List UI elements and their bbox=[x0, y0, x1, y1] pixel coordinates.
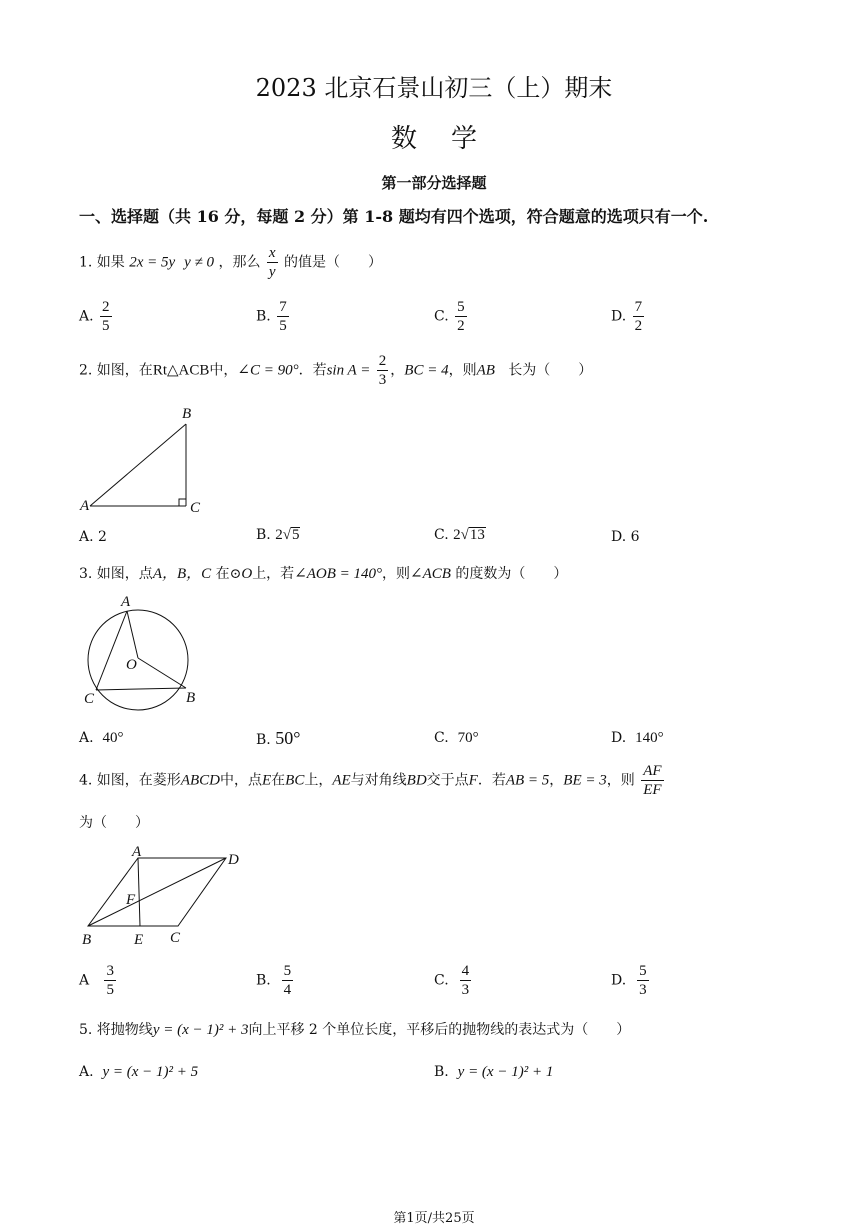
q3-option-d[interactable]: D. 140° bbox=[611, 730, 664, 746]
q1-fraction: $\frac{x}{y}$ bbox=[268, 245, 276, 280]
page-footer: 第1页/共25页 bbox=[393, 1211, 475, 1226]
q1-option-b[interactable]: B. $\frac{7}{5}$ bbox=[256, 299, 287, 334]
q2-side-ab bbox=[90, 424, 186, 506]
q3-segment-ca bbox=[96, 611, 127, 690]
q2-option-d[interactable]: D. 6 bbox=[611, 529, 640, 545]
q2-triangle: Rt△ACB bbox=[152, 362, 210, 379]
q5-expression: y = (x − 1)² + 3 bbox=[152, 1022, 249, 1038]
q2-label-c: C bbox=[190, 500, 201, 516]
q3-option-a[interactable]: A. 40° bbox=[79, 730, 124, 746]
q3-segment-oa bbox=[127, 611, 138, 658]
q4-option-d[interactable]: D. $\frac{5}{3}$ bbox=[611, 963, 647, 998]
q4-line2: 为（ ） bbox=[79, 815, 149, 831]
q4-label-e: E bbox=[134, 932, 144, 948]
question-3: 3. 如图，点A，B，C 在⊙O上，若∠AOB = 140°，则∠ACB 的度数为（ ） bbox=[79, 566, 568, 582]
q1-comma: ，那么 bbox=[218, 254, 261, 271]
q3-segment-cb bbox=[96, 688, 186, 690]
question-5: 5. 将抛物线y = (x − 1)² + 3向上平移 2 个单位长度，平移后的抛物线的表达式为（ ） bbox=[79, 1022, 631, 1038]
question-4: 4. 如图，在菱形ABCD中，点E在BC上，AE与对角线BD交于点F．若AB = 5，BE = 3，则 $\frac{AF}{EF}$ bbox=[79, 763, 662, 798]
q1-number: 1. 如果 bbox=[79, 254, 125, 271]
q4-option-c[interactable]: C. $\frac{4}{3}$ bbox=[434, 963, 470, 998]
q3-label-b: B bbox=[186, 690, 196, 706]
q2-option-b[interactable]: B. 2√5 bbox=[256, 527, 300, 543]
q2-triangle-figure bbox=[78, 402, 208, 520]
subject-heading: 数学 bbox=[390, 124, 511, 154]
q3-label-a: A bbox=[121, 594, 131, 610]
q2-label-a: A bbox=[80, 498, 90, 514]
q1-option-d[interactable]: D. $\frac{7}{2}$ bbox=[611, 299, 643, 334]
q4-diagonal-bd bbox=[88, 858, 226, 926]
q4-rhombus-figure bbox=[78, 842, 258, 952]
q3-circle-figure bbox=[78, 590, 208, 718]
question-1 bbox=[79, 244, 382, 281]
q4-label-c: C bbox=[170, 930, 181, 946]
q1-tail: 的值是（ ） bbox=[284, 254, 383, 271]
q3-circle bbox=[88, 610, 188, 710]
q4-label-a: A bbox=[132, 844, 142, 860]
q3-option-b[interactable]: B. 50° bbox=[256, 728, 301, 748]
part-heading: 第一部分选择题 bbox=[381, 174, 487, 192]
q4-option-b[interactable]: B. $\frac{5}{4}$ bbox=[256, 963, 292, 998]
q2-right-angle-mark bbox=[179, 499, 186, 506]
q3-label-o: O bbox=[126, 657, 137, 673]
q3-option-c[interactable]: C. 70° bbox=[434, 730, 479, 746]
q4-label-b: B bbox=[82, 932, 92, 948]
q1-option-a[interactable]: A. $\frac{2}{5}$ bbox=[79, 299, 110, 334]
q4-label-f: F bbox=[126, 892, 136, 908]
q4-label-d: D bbox=[228, 852, 239, 868]
q3-label-c: C bbox=[84, 691, 95, 707]
section-heading: 一、选择题（共 16 分，每题 2 分）第 1-8 题均有四个选项，符合题意的选项只有一个. bbox=[79, 207, 709, 226]
q2-option-c[interactable]: C. 2√13 bbox=[434, 527, 485, 543]
q2-option-a[interactable]: A. 2 bbox=[79, 529, 107, 545]
q3-segment-ob bbox=[138, 658, 186, 688]
q1-eq1: 2x = 5y bbox=[129, 254, 176, 271]
q5-option-b[interactable]: B. y = (x − 1)² + 1 bbox=[434, 1064, 554, 1080]
q5-option-a[interactable]: A. y = (x − 1)² + 5 bbox=[79, 1064, 199, 1080]
page-title: 2023 北京石景山初三（上）期末 bbox=[255, 74, 613, 102]
q1-option-c[interactable]: C. $\frac{5}{2}$ bbox=[434, 299, 465, 334]
q4-option-a[interactable]: A $\frac{3}{5}$ bbox=[79, 963, 114, 998]
q2-label-b: B bbox=[182, 406, 192, 422]
q4-segment-ae bbox=[138, 858, 140, 926]
question-2: 2. 如图，在Rt△ACB中，∠C = 90°．若sin A = $\frac{2}{3}$ ，BC = 4，则AB 长为（ ） bbox=[79, 353, 593, 388]
q1-eq2: y ≠ 0 bbox=[184, 254, 214, 271]
